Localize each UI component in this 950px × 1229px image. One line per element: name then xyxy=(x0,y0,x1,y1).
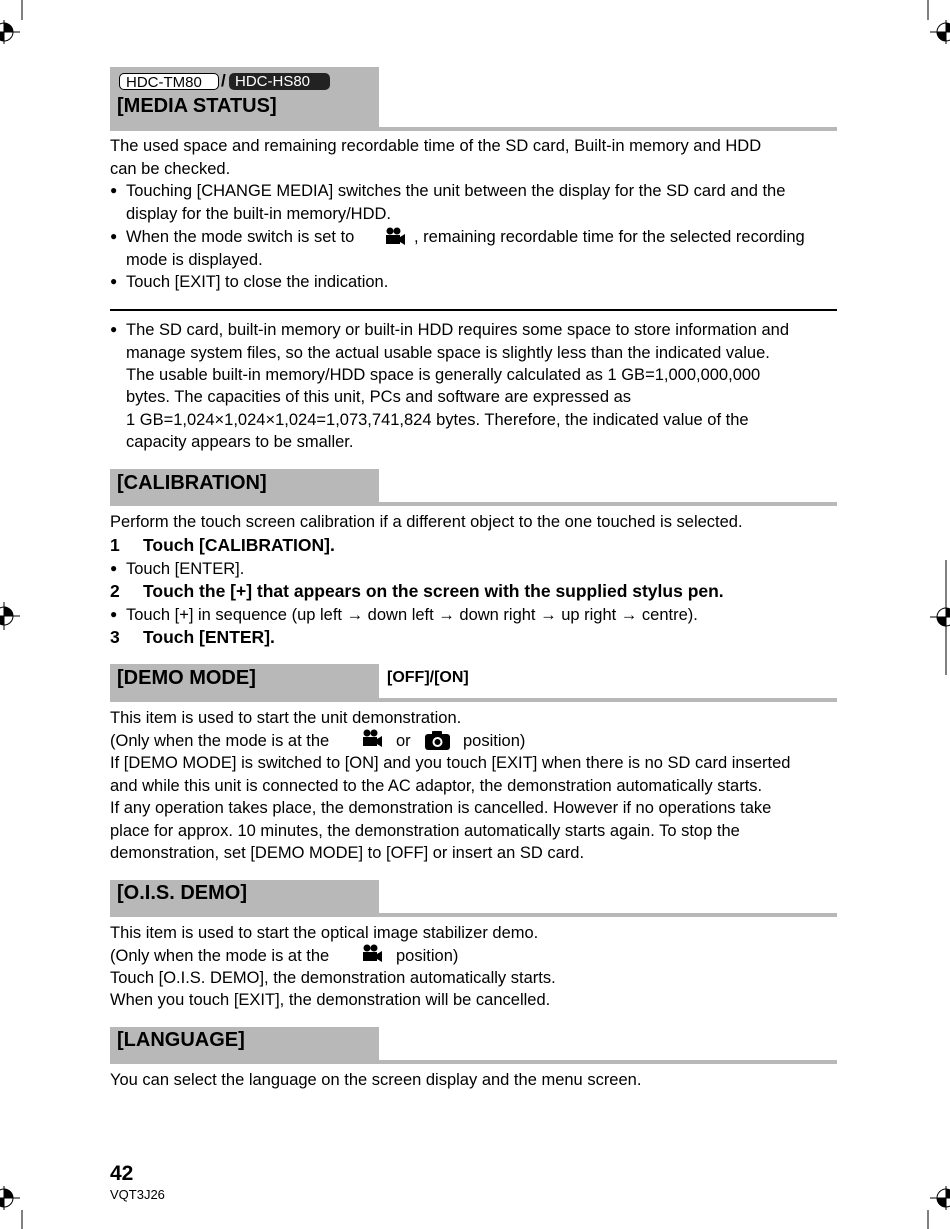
section-rule xyxy=(110,913,837,917)
bullet-dot-icon: ● xyxy=(110,322,118,336)
bullet-dot-icon: ● xyxy=(110,229,118,243)
body-text: and while this unit is connected to the AC adaptor, the demonstration automatically starts. xyxy=(110,777,763,795)
body-text: or xyxy=(396,732,411,750)
bullet-dot-icon: ● xyxy=(110,561,118,575)
step-text: Touch the [+] that appears on the screen with the supplied stylus pen. xyxy=(143,581,724,601)
body-text: (Only when the mode is at the xyxy=(110,732,330,750)
note-text: 1 GB=1,024×1,024×1,024=1,073,741,824 bytes. Therefore, the indicated value of the xyxy=(126,411,749,429)
section-title-media-status: [MEDIA STATUS] xyxy=(117,95,277,117)
registration-mark-icon xyxy=(926,560,950,675)
body-text: position) xyxy=(463,732,526,750)
section-title-ois-demo: [O.I.S. DEMO] xyxy=(117,882,247,904)
model-badge-tm80: HDC-TM80 xyxy=(119,73,219,90)
bullet-text: Touch [EXIT] to close the indication. xyxy=(126,273,389,291)
bullet-text: mode is displayed. xyxy=(126,251,263,269)
note-text: The SD card, built-in memory or built-in HDD requires some space to store information and xyxy=(126,321,790,339)
still-camera-icon xyxy=(424,730,451,751)
body-text: demonstration, set [DEMO MODE] to [OFF] or insert an SD card. xyxy=(110,844,585,862)
body-text: can be checked. xyxy=(110,160,231,178)
movie-camera-icon xyxy=(361,944,383,963)
body-text: Perform the touch screen calibration if a different object to the one touched is selected. xyxy=(110,513,743,531)
section-rule xyxy=(110,698,837,702)
body-text: Touch [O.I.S. DEMO], the demonstration automatically starts. xyxy=(110,969,556,987)
bullet-dot-icon: ● xyxy=(110,274,118,288)
bullet-text: Touch [ENTER]. xyxy=(126,560,245,578)
body-text: position) xyxy=(396,947,459,965)
step-number: 1 xyxy=(110,535,120,555)
body-text: place for approx. 10 minutes, the demonstration automatically starts again. To stop the xyxy=(110,822,740,840)
section-title-calibration: [CALIBRATION] xyxy=(117,472,267,494)
section-rule xyxy=(110,127,837,131)
step-number: 2 xyxy=(110,581,120,601)
body-text: You can select the language on the screen display and the menu screen. xyxy=(110,1071,642,1089)
bullet-text: , remaining recordable time for the selected recording xyxy=(414,228,805,246)
registration-mark-icon xyxy=(0,1170,30,1229)
note-text: The usable built-in memory/HDD space is generally calculated as 1 GB=1,000,000,000 xyxy=(126,366,761,384)
note-text: manage system files, so the actual usable space is slightly less than the indicated value. xyxy=(126,344,770,362)
registration-mark-icon xyxy=(0,0,30,60)
note-text: capacity appears to be smaller. xyxy=(126,433,354,451)
bullet-dot-icon: ● xyxy=(110,183,118,197)
body-text: This item is used to start the unit demonstration. xyxy=(110,709,462,727)
demo-mode-options: [OFF]/[ON] xyxy=(387,669,469,686)
bullet-dot-icon: ● xyxy=(110,607,118,621)
section-title-language: [LANGUAGE] xyxy=(117,1029,245,1051)
step-number: 3 xyxy=(110,627,120,647)
step-text: Touch [CALIBRATION]. xyxy=(143,535,335,555)
body-text: If any operation takes place, the demonstration is cancelled. However if no operations take xyxy=(110,799,772,817)
bullet-text: Touch [+] in sequence (up left → down left → down right → up right → centre). xyxy=(126,606,698,624)
section-title-demo-mode: [DEMO MODE] xyxy=(117,667,256,689)
registration-mark-icon xyxy=(920,0,950,60)
model-badge-hs80: HDC-HS80 xyxy=(229,73,330,90)
section-rule xyxy=(110,502,837,506)
page-number: 42 xyxy=(110,1162,134,1185)
note-divider xyxy=(110,309,837,311)
model-separator: / xyxy=(221,71,226,90)
step-text: Touch [ENTER]. xyxy=(143,627,275,647)
movie-camera-icon xyxy=(361,729,383,748)
bullet-text: display for the built-in memory/HDD. xyxy=(126,205,391,223)
body-text: When you touch [EXIT], the demonstration will be cancelled. xyxy=(110,991,551,1009)
body-text: This item is used to start the optical image stabilizer demo. xyxy=(110,924,539,942)
note-text: bytes. The capacities of this unit, PCs and software are expressed as xyxy=(126,388,632,406)
bullet-text: Touching [CHANGE MEDIA] switches the unit between the display for the SD card and the xyxy=(126,182,786,200)
movie-camera-icon xyxy=(384,227,406,246)
doc-code: VQT3J26 xyxy=(110,1187,165,1202)
section-rule xyxy=(110,1060,837,1064)
body-text: (Only when the mode is at the xyxy=(110,947,330,965)
registration-mark-icon xyxy=(920,1170,950,1229)
registration-mark-icon xyxy=(0,596,24,636)
body-text: If [DEMO MODE] is switched to [ON] and you touch [EXIT] when there is no SD card inserted xyxy=(110,754,791,772)
bullet-text: When the mode switch is set to xyxy=(126,228,355,246)
body-text: The used space and remaining recordable time of the SD card, Built-in memory and HDD xyxy=(110,137,762,155)
